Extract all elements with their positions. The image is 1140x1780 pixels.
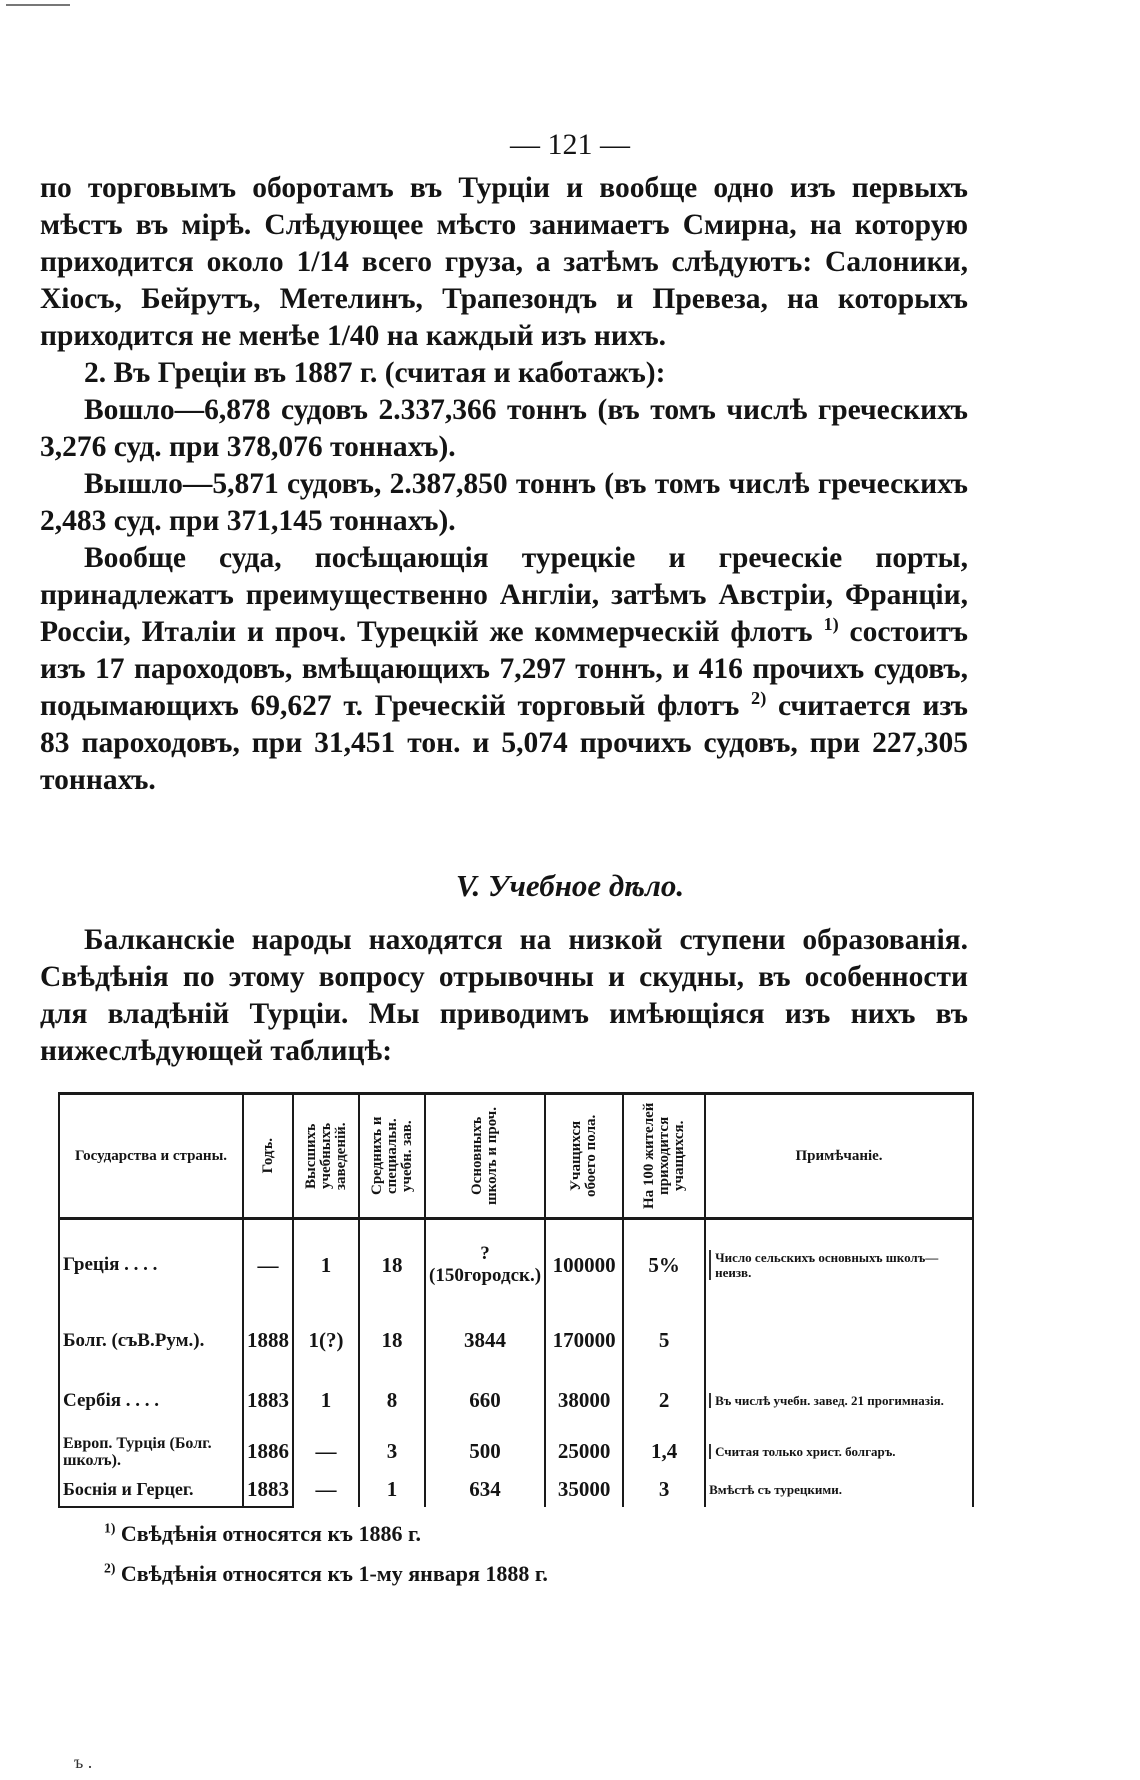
table-row: Болг. (съВ.Рум.). 1888 1(?) 18 3844 170000 5: [59, 1311, 973, 1371]
footnotes: [104, 1514, 548, 1594]
main-text-upper: [40, 170, 968, 799]
page-number: — 121 —: [510, 128, 630, 161]
header-pupils: Учащихся обоего пола.: [545, 1094, 623, 1219]
note-brace: Въ числѣ учебн. завед. 21 прогимназія.: [709, 1393, 969, 1408]
header-secondary: Среднихъ и специальн. учебн. зав.: [359, 1094, 425, 1219]
header-primary: Основныхъ школъ и проч.: [425, 1094, 545, 1219]
table-row: Греція . . . . — 1 18 ? (150городск.) 100000 5% Число сельскихъ основныхъ школъ—неизв.: [59, 1219, 973, 1311]
table-header-row: [59, 1094, 973, 1219]
paragraph-fleets: Вообще суда, посѣщающія турецкіе и греческіе порты, принадлежатъ преимущественно Англіи, затѣмъ Австріи, Франціи, Россіи, Италіи и проч. Турецкій же коммерческій флотъ $^{1)}$ состоитъ изъ 17 пароходовъ, вмѣщающихъ 7,297 тоннъ, и 416 прочихъ судовъ, подымающихъ 69,627 т. Греческій торговый флотъ $^{2)}$ считается изъ 83 пароходовъ, при 31,451 тон. и 5,074 прочихъ судовъ, при 227,305 тоннахъ.: [40, 542, 969, 796]
paragraph-education-intro: Балканскіе народы находятся на низкой ступени образованія. Свѣдѣнія по этому вопросу отрывочны и скудны, въ особенности для владѣній Турціи. Мы приводимъ имѣющіяся изъ нихъ въ нижеслѣдующей таблицѣ:: [40, 924, 968, 1067]
paragraph-departed: Вышло—5,871 судовъ, 2.387,850 тоннъ (въ томъ числѣ греческихъ 2,483 суд. при 371,145 тоннахъ).: [40, 468, 968, 537]
header-note: Примѣчаніе.: [705, 1094, 973, 1219]
table-row: Сербія . . . . 1883 1 8 660 38000 2 Въ числѣ учебн. завед. 21 прогимназія.: [59, 1371, 973, 1431]
header-per100: На 100 жителей приходится учащихся.: [623, 1094, 705, 1219]
footnote-ref-1: 1): [823, 614, 839, 635]
table-row: Европ. Турція (Болг. школъ). 1886 — 3 500 25000 1,4 Считая только христ. болгаръ.: [59, 1431, 973, 1473]
paragraph-arrived: Вошло—6,878 судовъ 2.337,366 тоннъ (въ томъ числѣ греческихъ 3,276 суд. при 378,076 тоннахъ).: [40, 394, 968, 463]
footnote-ref-2: 2): [751, 688, 767, 709]
fraction: 1/40: [326, 320, 380, 352]
header-country: Государства и страны.: [59, 1094, 243, 1219]
note-brace: Считая только христ. болгаръ.: [709, 1444, 969, 1459]
header-higher: Высшихъ учебныхъ заведеній.: [293, 1094, 359, 1219]
footnote-1: $^{1)}$ Свѣдѣнія относятся къ 1886 г.: [104, 1520, 421, 1546]
note-brace: Число сельскихъ основныхъ школъ—неизв.: [709, 1250, 969, 1280]
footnote-2: $^{2)}$ Свѣдѣнія относятся къ 1-му января 1888 г.: [104, 1560, 548, 1586]
intro-text: [40, 922, 968, 1070]
education-table: [58, 1092, 974, 1508]
fraction: 1/14: [296, 246, 349, 278]
table-row: Боснія и Герцег. 1883 — 1 634 35000 3 Вмѣстѣ съ турецкими.: [59, 1473, 973, 1507]
paragraph-greece-header: 2. Въ Греціи въ 1887 г. (считая и каботажъ):: [84, 357, 666, 389]
section-heading: V. Учебное дѣло.: [455, 868, 685, 903]
header-year: Годъ.: [243, 1094, 293, 1219]
signature-mark: ъ .: [74, 1752, 93, 1772]
top-rule: [6, 4, 70, 6]
paragraph-ports: по торговымъ оборотамъ въ Турціи и вообще одно изъ первыхъ мѣстъ въ мірѣ. Слѣдующее мѣсто занимаетъ Смирна, на которую приходится около 1/14 всего груза, а затѣмъ слѣдуютъ: Салоники, Хіосъ, Бейрутъ, Метелинъ, Трапезондъ и Превеза, на которыхъ приходится не менѣе 1/40 на каждый изъ нихъ.: [40, 172, 968, 352]
